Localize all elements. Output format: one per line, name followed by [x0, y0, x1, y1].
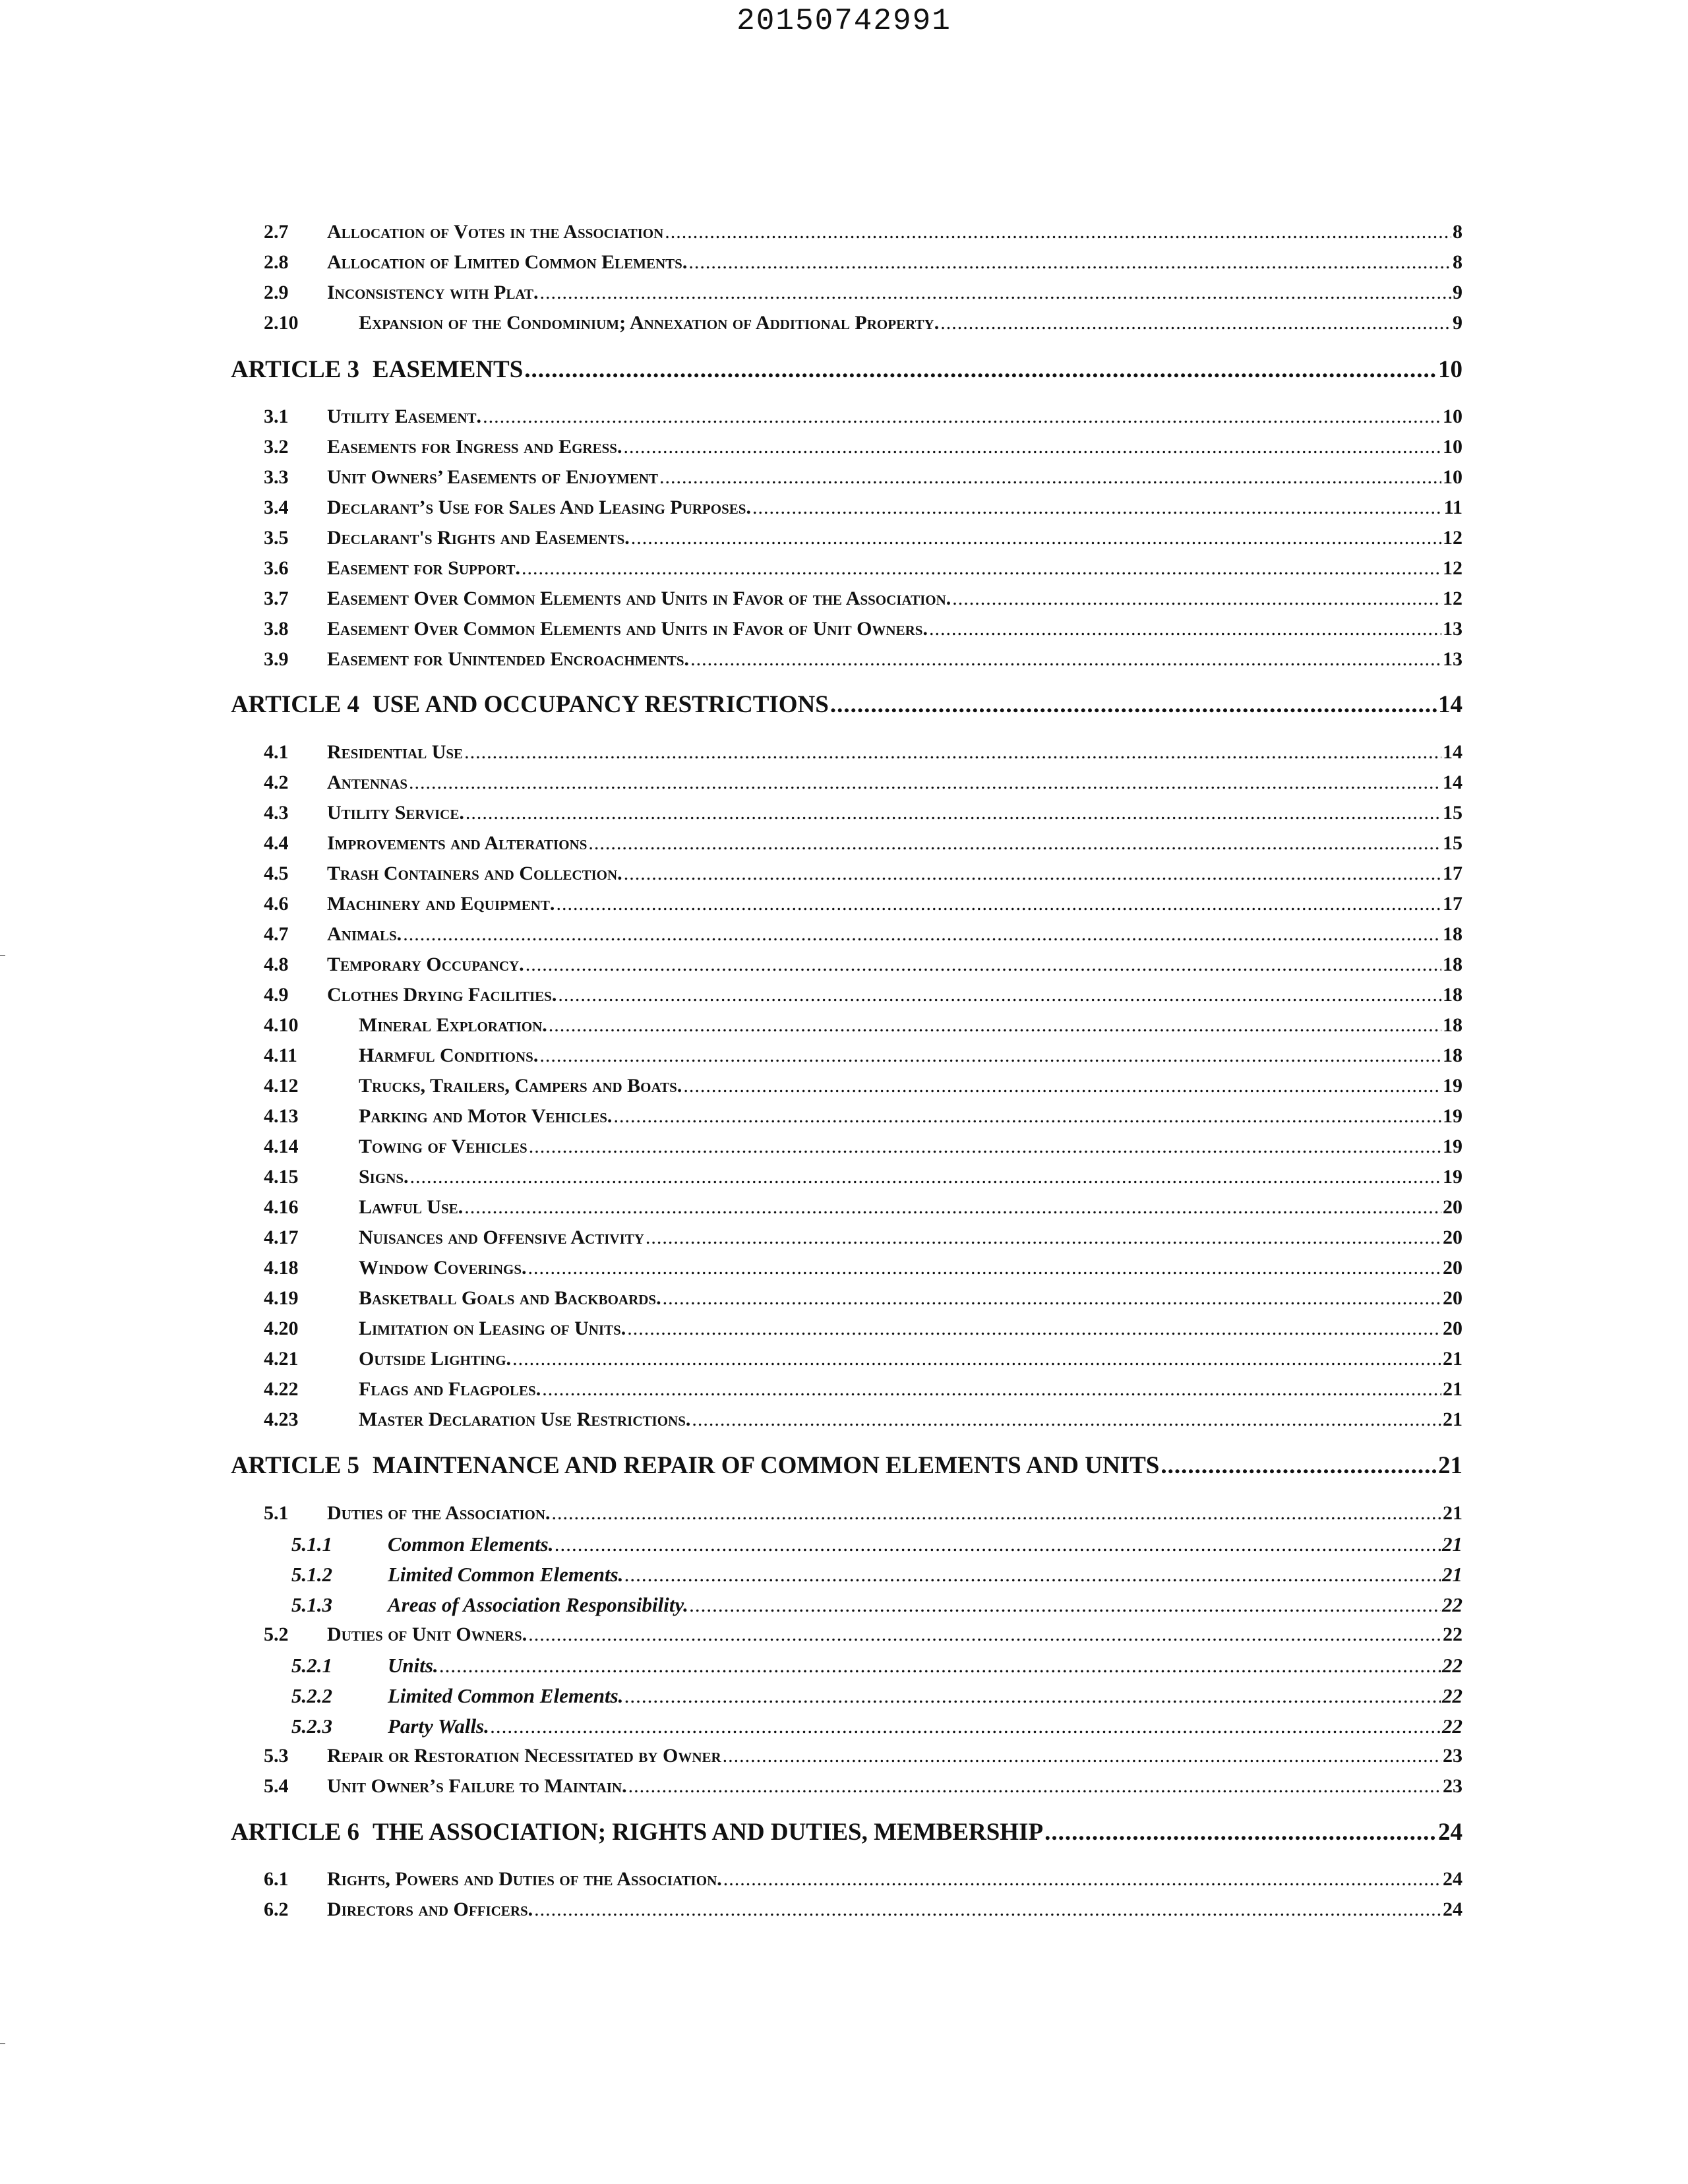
toc-title: Harmful Conditions. [359, 1045, 539, 1066]
toc-leader-dots [410, 1166, 1441, 1188]
toc-leader-dots [542, 1378, 1441, 1401]
toc-entry-5-2-3 [291, 1714, 1462, 1738]
toc-leader-dots [555, 1532, 1441, 1556]
toc-page-number: 22 [1442, 1714, 1462, 1738]
toc-leader-dots [466, 802, 1441, 824]
toc-title: Expansion of the Condominium; Annexation of Additional Property. [359, 312, 940, 334]
toc-entry-4-14 [264, 1136, 1462, 1158]
toc-leader-dots [539, 1045, 1441, 1067]
toc-page-number: 18 [1443, 984, 1462, 1006]
toc-title: Easement for Unintended Encroachments. [327, 648, 690, 670]
toc-page-number: 8 [1453, 221, 1462, 243]
toc-entry-5-2-2 [291, 1684, 1462, 1708]
toc-title: Master Declaration Use Restrictions. [359, 1409, 691, 1430]
toc-title: THE ASSOCIATION; RIGHTS AND DUTIES, MEMBERSHIP [373, 1819, 1044, 1846]
toc-title: Unit Owners’ Easements of Enjoyment [327, 466, 659, 488]
toc-leader-dots [929, 618, 1441, 640]
toc-entry-3-4 [264, 497, 1462, 519]
toc-leader-dots [524, 355, 1437, 384]
toc-number: 5.1.2 [291, 1563, 332, 1586]
toc-leader-dots [512, 1348, 1441, 1370]
toc-number: 3.7 [264, 588, 289, 609]
toc-title: Declarant’s Use for Sales And Leasing Purposes. [327, 497, 751, 518]
toc-number: 5.1.3 [291, 1593, 332, 1616]
toc-page-number: 20 [1443, 1227, 1462, 1248]
toc-number: 4.22 [264, 1378, 299, 1400]
toc-number: 5.3 [264, 1745, 289, 1767]
toc-leader-dots [659, 466, 1441, 489]
toc-leader-dots [1044, 1818, 1437, 1846]
toc-leader-dots [528, 1623, 1441, 1646]
toc-number: 2.7 [264, 221, 289, 243]
toc-entry-4-11 [264, 1045, 1462, 1067]
document-number: 20150742991 [737, 4, 951, 38]
toc-number: 4.21 [264, 1348, 299, 1370]
toc-leader-dots [690, 648, 1441, 671]
toc-number: 4.23 [264, 1409, 299, 1430]
toc-number: 4.12 [264, 1075, 299, 1097]
toc-page-number: 20 [1443, 1318, 1462, 1339]
toc-page-number: 21 [1442, 1563, 1462, 1586]
toc-entry-4-5 [264, 863, 1462, 885]
toc-title: Limitation on Leasing of Units. [359, 1318, 626, 1339]
toc-number: 4.17 [264, 1227, 299, 1248]
toc-title: Outside Lighting. [359, 1348, 512, 1370]
toc-number: 3.5 [264, 527, 289, 549]
toc-number: 3.8 [264, 618, 289, 640]
toc-leader-dots [534, 1898, 1441, 1921]
toc-page-number: 21 [1443, 1409, 1462, 1430]
toc-leader-dots [464, 1196, 1441, 1219]
toc-title: Easements for Ingress and Egress. [327, 436, 622, 458]
toc-page-number: 13 [1443, 648, 1462, 670]
toc-entry-4-16 [264, 1196, 1462, 1219]
toc-leader-dots [627, 1318, 1441, 1340]
toc-page-number: 22 [1442, 1593, 1462, 1616]
toc-entry-6-1 [264, 1868, 1462, 1891]
toc-number: 4.20 [264, 1318, 299, 1339]
toc-number: 4.14 [264, 1136, 299, 1157]
toc-title: Towing of Vehicles [359, 1136, 528, 1157]
toc-page-number: 11 [1443, 497, 1462, 518]
toc-page-number: 21 [1443, 1502, 1462, 1524]
toc-leader-dots [665, 221, 1451, 243]
toc-page-number: 20 [1443, 1287, 1462, 1309]
toc-page-number: 22 [1442, 1684, 1462, 1707]
toc-entry-3-9 [264, 648, 1462, 671]
toc-leader-dots [688, 251, 1451, 274]
toc-leader-dots [613, 1105, 1441, 1128]
toc-leader-dots [540, 282, 1451, 304]
toc-leader-dots [558, 984, 1441, 1006]
toc-entry-4-2 [264, 772, 1462, 794]
toc-page-number: 21 [1442, 1532, 1462, 1556]
toc-number: 4.7 [264, 923, 289, 945]
toc-number: 4.6 [264, 893, 289, 915]
toc-entry-5-4 [264, 1775, 1462, 1798]
toc-page-number: 14 [1438, 691, 1462, 718]
toc-leader-dots [631, 527, 1441, 549]
toc-leader-dots [752, 497, 1443, 519]
toc-entry-5-2-1 [291, 1654, 1462, 1678]
toc-leader-dots [440, 1654, 1441, 1678]
toc-entry-3-6 [264, 557, 1462, 580]
toc-leader-dots [526, 954, 1441, 976]
toc-leader-dots [646, 1227, 1441, 1249]
toc-entry-2-9 [264, 282, 1462, 304]
toc-entry-4-18 [264, 1257, 1462, 1279]
toc-entry-5-3 [264, 1745, 1462, 1767]
toc-entry-article-5 [231, 1451, 1462, 1480]
toc-page-number: 19 [1443, 1136, 1462, 1157]
toc-number: 4.8 [264, 954, 289, 975]
toc-title: MAINTENANCE AND REPAIR OF COMMON ELEMENTS AND UNITS [373, 1452, 1160, 1479]
toc-entry-3-7 [264, 588, 1462, 610]
toc-number: 3.4 [264, 497, 289, 518]
toc-page-number: 10 [1443, 466, 1462, 488]
toc-entry-4-22 [264, 1378, 1462, 1401]
toc-title: Easement Over Common Elements and Units in Favor of Unit Owners. [327, 618, 928, 640]
toc-leader-dots [940, 312, 1451, 334]
toc-entry-4-4 [264, 832, 1462, 855]
toc-page-number: 15 [1443, 832, 1462, 854]
toc-title: Limited Common Elements. [388, 1684, 624, 1707]
toc-leader-dots [464, 741, 1441, 764]
toc-page-number: 13 [1443, 618, 1462, 640]
toc-entry-4-7 [264, 923, 1462, 946]
toc-number: ARTICLE 3 [231, 356, 360, 383]
toc-page-number: 24 [1438, 1819, 1462, 1846]
toc-title: Parking and Motor Vehicles. [359, 1105, 613, 1127]
toc-leader-dots [723, 1745, 1441, 1767]
toc-page-number: 21 [1443, 1378, 1462, 1400]
toc-entry-4-10 [264, 1014, 1462, 1037]
margin-mark [0, 2043, 5, 2044]
toc-page-number: 23 [1443, 1745, 1462, 1767]
toc-title: Declarant's Rights and Easements. [327, 527, 630, 549]
toc-entry-4-3 [264, 802, 1462, 824]
toc-number: 4.18 [264, 1257, 299, 1279]
toc-entry-4-23 [264, 1409, 1462, 1431]
toc-number: 5.2 [264, 1623, 289, 1645]
toc-leader-dots [690, 1593, 1441, 1617]
toc-title: Basketball Goals and Backboards. [359, 1287, 661, 1309]
toc-entry-3-8 [264, 618, 1462, 640]
toc-number: 3.9 [264, 648, 289, 670]
toc-leader-dots [692, 1409, 1441, 1431]
toc-page-number: 19 [1443, 1075, 1462, 1097]
toc-entry-5-2 [264, 1623, 1462, 1646]
toc-page-number: 15 [1443, 802, 1462, 824]
toc-entry-4-13 [264, 1105, 1462, 1128]
toc-page-number: 9 [1453, 282, 1462, 303]
toc-number: 4.4 [264, 832, 289, 854]
toc-title: Antennas [327, 772, 408, 793]
toc-page-number: 22 [1443, 1623, 1462, 1645]
toc-title: Duties of the Association. [327, 1502, 551, 1524]
toc-page-number: 17 [1443, 863, 1462, 884]
toc-title: Common Elements. [388, 1532, 554, 1556]
toc-title: Allocation of Limited Common Elements. [327, 251, 688, 273]
toc-title: Trash Containers and Collection. [327, 863, 622, 884]
toc-entry-2-7 [264, 221, 1462, 243]
toc-entry-5-1-3 [291, 1593, 1462, 1617]
toc-title: Temporary Occupancy. [327, 954, 524, 975]
toc-entry-5-1 [264, 1502, 1462, 1525]
toc-title: Animals. [327, 923, 402, 945]
toc-number: 4.3 [264, 802, 289, 824]
toc-leader-dots [624, 1684, 1441, 1708]
toc-entry-5-1-2 [291, 1563, 1462, 1587]
toc-title: Improvements and Alterations [327, 832, 588, 854]
toc-page-number: 20 [1443, 1196, 1462, 1218]
toc-page-number: 17 [1443, 893, 1462, 915]
toc-entry-4-21 [264, 1348, 1462, 1370]
toc-number: 4.5 [264, 863, 289, 884]
toc-number: ARTICLE 4 [231, 691, 360, 718]
toc-leader-dots [663, 1287, 1441, 1310]
toc-title: Trucks, Trailers, Campers and Boats. [359, 1075, 682, 1097]
toc-entry-4-12 [264, 1075, 1462, 1097]
toc-page-number: 12 [1443, 588, 1462, 609]
toc-page-number: 19 [1443, 1105, 1462, 1127]
toc-number: 2.9 [264, 282, 289, 303]
toc-number: 5.4 [264, 1775, 289, 1797]
toc-number: 4.19 [264, 1287, 299, 1309]
toc-leader-dots [624, 863, 1441, 885]
toc-title: Unit Owner’s Failure to Maintain. [327, 1775, 627, 1797]
toc-title: Utility Easement. [327, 406, 482, 427]
toc-page-number: 20 [1443, 1257, 1462, 1279]
toc-title: Clothes Drying Facilities. [327, 984, 557, 1006]
toc-entry-4-6 [264, 893, 1462, 915]
toc-number: 5.1.1 [291, 1532, 332, 1556]
toc-page-number: 12 [1443, 527, 1462, 549]
toc-page-number: 8 [1453, 251, 1462, 273]
toc-entry-2-10 [264, 312, 1462, 334]
toc-title: Mineral Exploration. [359, 1014, 547, 1036]
toc-title: Lawful Use. [359, 1196, 464, 1218]
toc-title: Easement for Support. [327, 557, 520, 579]
toc-leader-dots [491, 1714, 1441, 1738]
toc-title: Areas of Association Responsibility. [388, 1593, 688, 1616]
toc-entry-4-8 [264, 954, 1462, 976]
toc-leader-dots [483, 406, 1441, 428]
toc-leader-dots [952, 588, 1441, 610]
toc-entry-4-17 [264, 1227, 1462, 1249]
toc-number: 4.11 [264, 1045, 297, 1066]
toc-page-number: 22 [1442, 1654, 1462, 1677]
toc-number: 2.8 [264, 251, 289, 273]
toc-number: 5.2.1 [291, 1654, 332, 1677]
toc-page-number: 18 [1443, 1014, 1462, 1036]
toc-title: EASEMENTS [373, 356, 524, 383]
toc-leader-dots [529, 1136, 1441, 1158]
toc-leader-dots [409, 772, 1441, 794]
toc-page-number: 14 [1443, 741, 1462, 763]
toc-number: 5.2.2 [291, 1684, 332, 1707]
toc-page-number: 10 [1443, 406, 1462, 427]
toc-page-number: 14 [1443, 772, 1462, 793]
toc-page-number: 21 [1438, 1452, 1462, 1479]
toc-number: 3.1 [264, 406, 289, 427]
toc-entry-5-1-1 [291, 1532, 1462, 1556]
toc-entry-article-4 [231, 690, 1462, 719]
toc-title: Machinery and Equipment. [327, 893, 555, 915]
margin-mark [0, 955, 5, 956]
toc-entry-4-20 [264, 1318, 1462, 1340]
toc-title: Units. [388, 1654, 438, 1677]
toc-leader-dots [723, 1868, 1441, 1891]
toc-title: Party Walls. [388, 1714, 489, 1738]
toc-leader-dots [403, 923, 1441, 946]
toc-entry-3-3 [264, 466, 1462, 489]
toc-entry-2-8 [264, 251, 1462, 274]
toc-number: 3.6 [264, 557, 289, 579]
toc-page-number: 19 [1443, 1166, 1462, 1188]
toc-leader-dots [552, 1502, 1441, 1525]
toc-title: Flags and Flagpoles. [359, 1378, 541, 1400]
toc-title: Easement Over Common Elements and Units in Favor of the Association. [327, 588, 951, 609]
toc-entry-4-1 [264, 741, 1462, 764]
toc-page-number: 24 [1443, 1868, 1462, 1890]
toc-entry-article-6 [231, 1818, 1462, 1846]
toc-entry-3-5 [264, 527, 1462, 549]
toc-page-number: 21 [1443, 1348, 1462, 1370]
toc-title: USE AND OCCUPANCY RESTRICTIONS [373, 691, 829, 718]
toc-number: 4.15 [264, 1166, 299, 1188]
toc-number: ARTICLE 6 [231, 1819, 360, 1846]
toc-leader-dots [556, 893, 1441, 915]
toc-entry-3-2 [264, 436, 1462, 458]
toc-page-number: 23 [1443, 1775, 1462, 1797]
toc-number: 4.16 [264, 1196, 299, 1218]
toc-number: 6.2 [264, 1898, 289, 1920]
toc-leader-dots [830, 690, 1437, 719]
toc-number: 5.2.3 [291, 1714, 332, 1738]
toc-page-number: 12 [1443, 557, 1462, 579]
toc-leader-dots [522, 557, 1441, 580]
toc-title: Directors and Officers. [327, 1898, 533, 1920]
toc-leader-dots [683, 1075, 1441, 1097]
toc-leader-dots [623, 436, 1441, 458]
toc-title: Duties of Unit Owners. [327, 1623, 528, 1645]
toc-number: 2.10 [264, 312, 299, 334]
toc-entry-4-19 [264, 1287, 1462, 1310]
toc-number: 4.1 [264, 741, 289, 763]
toc-entry-article-3 [231, 355, 1462, 384]
toc-number: ARTICLE 5 [231, 1452, 360, 1479]
toc-title: Utility Service. [327, 802, 464, 824]
toc-title: Inconsistency with Plat. [327, 282, 539, 303]
toc-leader-dots [549, 1014, 1441, 1037]
toc-number: 6.1 [264, 1868, 289, 1890]
toc-title: Repair or Restoration Necessitated by Owner [327, 1745, 721, 1767]
toc-page-number: 9 [1453, 312, 1462, 334]
toc-page-number: 10 [1443, 436, 1462, 458]
toc-entry-6-2 [264, 1898, 1462, 1921]
toc-leader-dots [624, 1563, 1441, 1587]
toc-page-number: 24 [1443, 1898, 1462, 1920]
toc-number: 4.9 [264, 984, 289, 1006]
toc-entry-4-9 [264, 984, 1462, 1006]
toc-number: 3.2 [264, 436, 289, 458]
toc-number: 5.1 [264, 1502, 289, 1524]
toc-number: 3.3 [264, 466, 289, 488]
toc-title: Limited Common Elements. [388, 1563, 624, 1586]
toc-leader-dots [528, 1257, 1441, 1279]
toc-page-number: 18 [1443, 1045, 1462, 1066]
toc-entry-4-15 [264, 1166, 1462, 1188]
toc-entry-3-1 [264, 406, 1462, 428]
toc-page-number: 18 [1443, 954, 1462, 975]
toc-title: Rights, Powers and Duties of the Association. [327, 1868, 722, 1890]
toc-number: 4.13 [264, 1105, 299, 1127]
toc-page-number: 10 [1438, 356, 1462, 383]
toc-title: Allocation of Votes in the Association [327, 221, 664, 243]
toc-title: Residential Use [327, 741, 464, 763]
toc-leader-dots [1160, 1451, 1437, 1480]
toc-title: Nuisances and Offensive Activity [359, 1227, 644, 1248]
toc-leader-dots [628, 1775, 1441, 1798]
toc-title: Signs. [359, 1166, 409, 1188]
toc-page-number: 18 [1443, 923, 1462, 945]
toc-title: Window Coverings. [359, 1257, 527, 1279]
toc-number: 4.10 [264, 1014, 299, 1036]
toc-leader-dots [588, 832, 1441, 855]
toc-number: 4.2 [264, 772, 289, 793]
